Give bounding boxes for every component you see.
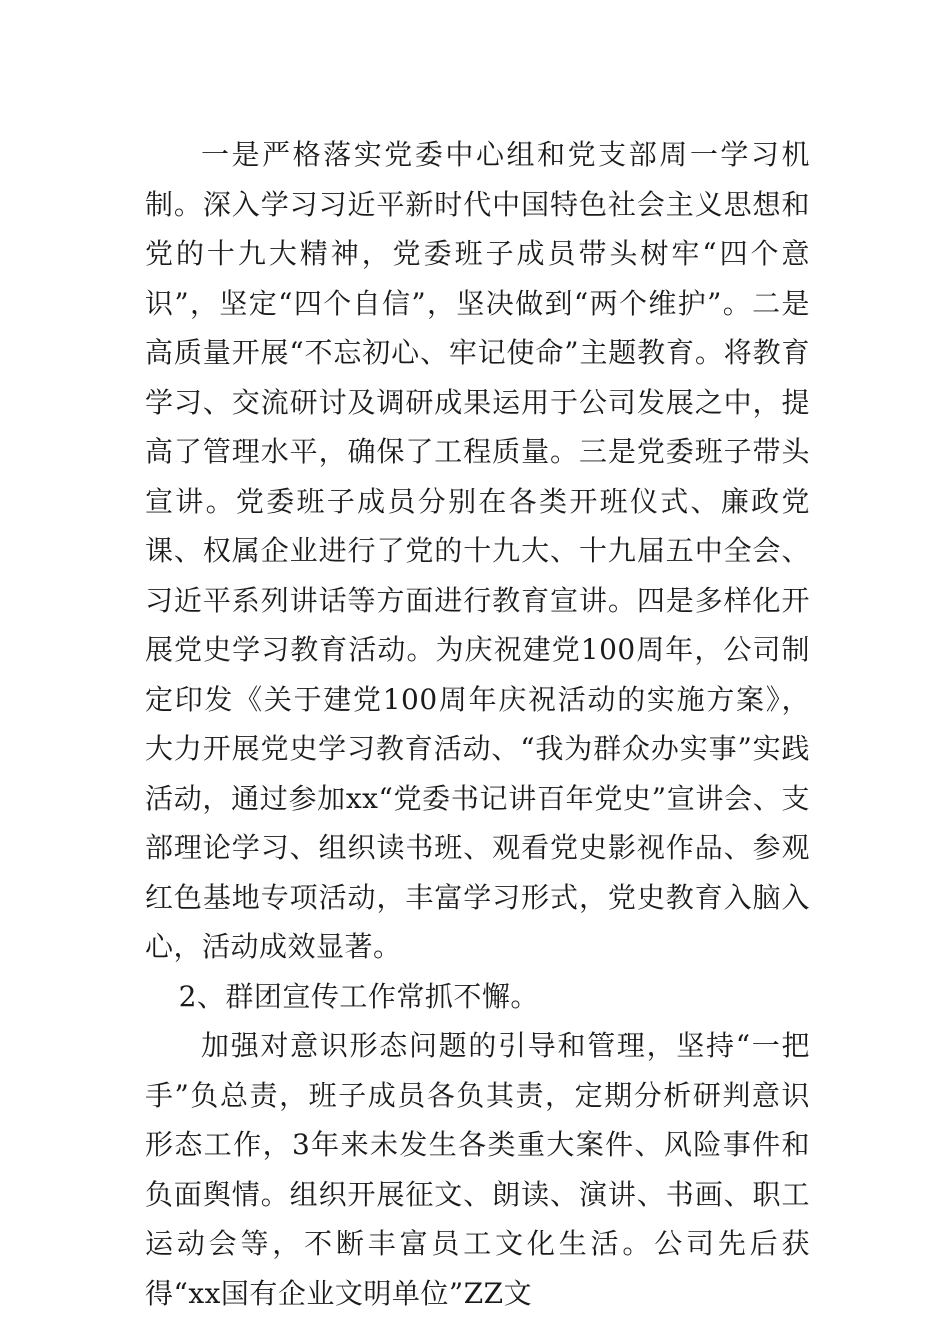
document-body (145, 130, 810, 1318)
section-heading-publicity: 2、群团宣传工作常抓不懈。 (178, 979, 539, 1013)
paragraph-ideology-work: 加强对意识形态问题的引导和管理，坚持“一把手”负总责，班子成员各负其责，定期分析研判意识形态工作，3年来未发生各类重大案件、风险事件和负面舆情。组织开展征文、朗读、演讲、书画、职工运动会等，不断丰富员工文化生活。公司先后获得“xx国有企业文明单位”ZZ文 (145, 1029, 810, 1310)
paragraph-party-study: 一是严格落实党委中心组和党支部周一学习机制。深入学习习近平新时代中国特色社会主义思想和党的十九大精神，党委班子成员带头树牢“四个意识”，坚定“四个自信”，坚决做到“两个维护”。二是高质量开展“不忘初心、牢记使命”主题教育。将教育学习、交流研讨及调研成果运用于公司发展之中，提高了管理水平，确保了工程质量。三是党委班子带头宣讲。党委班子成员分别在各类开班仪式、廉政党课、权属企业进行了党的十九大、十九届五中全会、习近平系列讲话等方面进行教育宣讲。四是多样化开展党史学习教育活动。为庆祝建党100周年，公司制定印发《关于建党100周年庆祝活动的实施方案》，大力开展党史学习教育活动、“我为群众办实事”实践活动，通过参加xx“党委书记讲百年党史”宣讲会、支部理论学习、组织读书班、观看党史影视作品、参观红色基地专项活动，丰富学习形式，党史教育入脑入心，活动成效显著。 (145, 138, 810, 963)
